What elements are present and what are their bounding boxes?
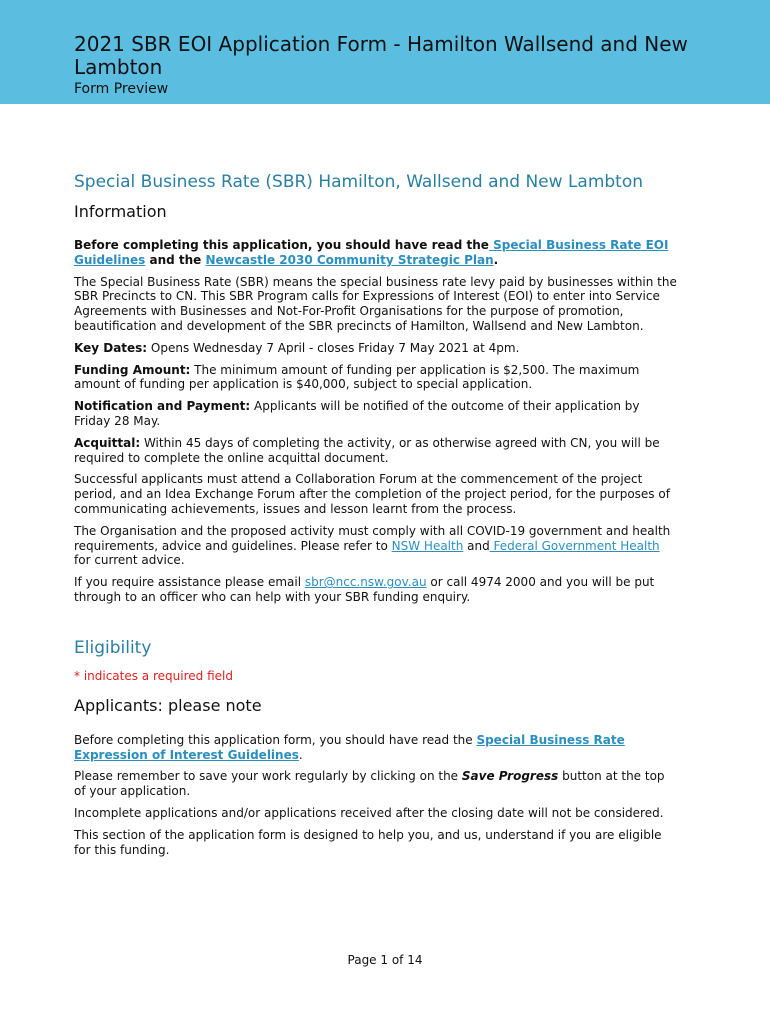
information-heading: Information (74, 202, 167, 221)
eligibility-heading: Eligibility (74, 637, 152, 658)
save-progress-paragraph (74, 769, 678, 799)
acquittal-text: Within 45 days of completing the activity, or as otherwise agreed with CN, you will be required to complete the online acquittal document. (74, 435, 660, 465)
covid-mid-text: and (463, 538, 490, 553)
key-dates-paragraph (74, 341, 678, 356)
email-link[interactable]: sbr@ncc.nsw.gov.au (304, 575, 427, 590)
intro-text: Before completing this application, you should have read the (74, 238, 489, 252)
funding-amount-text: The minimum amount of funding per application is $2,500. The maximum amount of funding per application is $40,000, subject to special application. (74, 362, 640, 392)
acquittal-label: Acquittal: (74, 435, 141, 450)
form-header (0, 0, 770, 104)
incomplete-applications-paragraph: Incomplete applications and/or applications received after the closing date will not be considered. (74, 805, 664, 820)
nsw-health-link[interactable]: NSW Health (391, 538, 464, 553)
eligibility-purpose-paragraph: This section of the application form is designed to help you, and us, understand if you are eligible for this funding. (74, 827, 662, 857)
notification-label: Notification and Payment: (74, 399, 251, 414)
forum-paragraph: Successful applicants must attend a Collaboration Forum at the commencement of the project period, and an Idea Exchange Forum after the completion of the project period, for the purposes of communicating achievements, issues and lesson learnt from the process. (74, 472, 670, 516)
sbr-guidelines-link[interactable]: Special Business Rate EOI Guidelines (74, 238, 669, 267)
eoi-guidelines-link[interactable]: Special Business Rate Expression of Interest Guidelines (74, 732, 625, 762)
required-field-note: * indicates a required field (74, 668, 233, 683)
save-progress-term: Save Progress (461, 769, 559, 784)
covid-text: The Organisation and the proposed activity must comply with all COVID-19 government and health requirements, advice and guidelines. Please refer to (74, 523, 671, 553)
covid-paragraph (74, 524, 678, 568)
guidelines-paragraph (74, 733, 678, 763)
strategic-plan-link[interactable]: Newcastle 2030 Community Strategic Plan (205, 252, 494, 267)
assistance-text: If you require assistance please email (74, 575, 305, 590)
sbr-definition-paragraph: The Special Business Rate (SBR) means the special business rate levy paid by businesses within the SBR Precincts to CN. This SBR Program calls for Expressions of Interest (EOI) to enter into Service Agreements with Businesses and Not-For-Profit Organisations for the purpose of promotion, beautification and development of the SBR precincts of Hamilton, Wallsend and New Lambton. (74, 274, 677, 333)
page-number: Page 1 of 14 (347, 953, 423, 967)
intro-paragraph (74, 238, 678, 268)
form-content (74, 172, 678, 864)
form-title: 2021 SBR EOI Application Form - Hamilton Wallsend and New Lambton (74, 32, 688, 79)
assistance-end-text: or call 4974 2000 and you will be put through to an officer who can help with your SBR funding enquiry. (74, 575, 655, 604)
key-dates-text: Opens Wednesday 7 April - closes Friday 7 May 2021 at 4pm. (147, 340, 520, 355)
notification-paragraph (74, 399, 678, 429)
acquittal-paragraph (74, 436, 678, 466)
federal-health-link[interactable]: Federal Government Health (489, 538, 660, 553)
funding-amount-label: Funding Amount: (74, 362, 191, 377)
notification-text: Applicants will be notified of the outcome of their application by Friday 28 May. (74, 399, 640, 428)
guidelines-text: Before completing this application form, you should have read the (74, 732, 477, 747)
covid-end-text: for current advice. (74, 553, 185, 568)
form-subtitle: Form Preview (74, 81, 169, 97)
intro-end-text: . (493, 252, 499, 267)
funding-amount-paragraph (74, 363, 678, 393)
save-progress-end-text: button at the top of your application. (74, 769, 665, 799)
intro-mid-text: and the (145, 252, 206, 267)
guidelines-end-text: . (298, 747, 303, 762)
applicants-note-heading: Applicants: please note (74, 695, 262, 715)
section-heading-sbr: Special Business Rate (SBR) Hamilton, Wallsend and New Lambton (74, 172, 644, 192)
key-dates-label: Key Dates: (74, 340, 148, 355)
assistance-paragraph (74, 575, 678, 605)
save-progress-text: Please remember to save your work regularly by clicking on the (74, 769, 462, 784)
